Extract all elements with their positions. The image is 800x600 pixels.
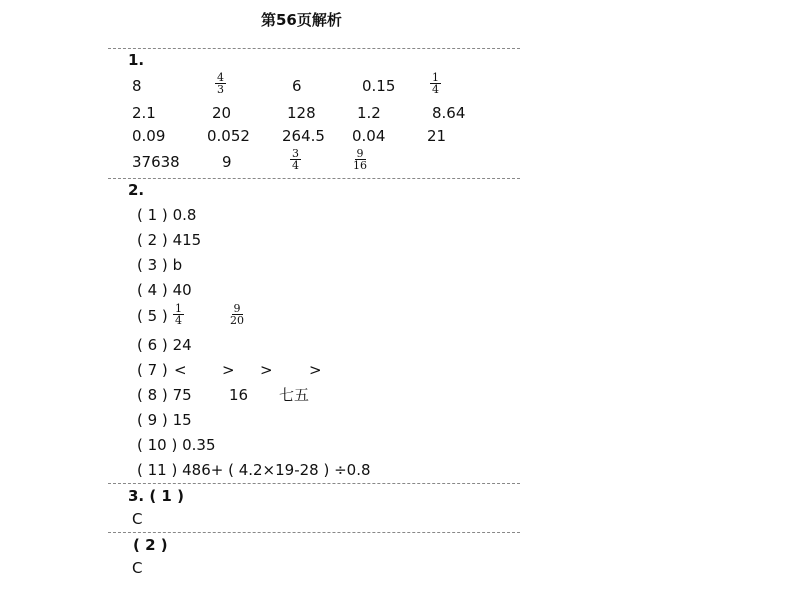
numerator: 1 [175,302,182,315]
page-title: 第56页解析 [261,11,342,29]
item-answer: 16 [229,386,249,404]
answer-cell: 9 [222,153,232,171]
item-answer: 24 [172,336,192,354]
item-answer: 15 [172,411,192,429]
item-index: ( 1 ) [137,206,168,224]
fraction [430,72,441,95]
item-index: ( 7 ) [137,361,168,379]
fraction [290,148,301,171]
item-answer: 0.8 [172,206,197,224]
answer-cell: 1.2 [357,104,381,122]
answer-cell: 128 [287,104,316,122]
answer-cell: 2.1 [132,104,156,122]
divider [108,483,520,484]
fraction [215,72,226,95]
item-index: ( 2 ) [137,231,168,249]
item-index: ( 10 ) [137,436,178,454]
denominator: 4 [175,314,182,327]
item-answer: < [174,361,187,379]
answer-item [137,231,201,249]
answer-cell: 8.64 [432,104,466,122]
item-index: ( 5 ) [137,307,168,325]
item-index: ( 11 ) [137,461,178,479]
item-answer: 75 [172,386,192,404]
answer-cell: 37638 [132,153,180,171]
sub-question-label: ( 2 ) [133,536,168,554]
item-answer: > [222,361,235,379]
item-answer: b [172,256,183,274]
numerator: 9 [233,302,241,315]
numerator: 4 [217,71,224,84]
question-3-label: 3. ( 1 ) [128,487,184,505]
answer-item [137,336,192,354]
question-1-label: 1. [128,51,145,69]
answer-cell: 21 [427,127,447,145]
denominator: 16 [353,159,367,172]
fraction [351,148,369,171]
numerator: 3 [292,147,299,160]
answer-item [137,461,371,479]
answer-item [137,361,168,379]
divider [108,178,520,179]
item-answer: 七五 [279,386,310,404]
answer-cell: 0.15 [362,77,396,95]
answer-cell: 0.052 [207,127,250,145]
answer-item [137,386,192,404]
item-answer: 415 [172,231,202,249]
answer-cell: 264.5 [282,127,325,145]
item-index: ( 6 ) [137,336,168,354]
answer-cell: 8 [132,77,142,95]
answer-cell: 6 [292,77,302,95]
answer-item [137,206,196,224]
item-answer: > [309,361,322,379]
denominator: 4 [292,159,299,172]
divider [108,532,520,533]
answer-cell: 0.09 [132,127,166,145]
fraction [228,303,246,326]
item-index: ( 8 ) [137,386,168,404]
answer-cell: C [132,559,143,577]
answer-cell: 0.04 [352,127,386,145]
item-index: ( 9 ) [137,411,168,429]
divider [108,48,520,49]
answer-item [137,436,216,454]
denominator: 20 [230,314,244,327]
item-answer: 0.35 [182,436,216,454]
item-index: ( 3 ) [137,256,168,274]
numerator: 1 [432,71,439,84]
answer-cell: C [132,510,143,528]
answer-item [137,307,168,325]
fraction [173,303,184,326]
item-answer: > [260,361,273,379]
denominator: 3 [217,83,224,96]
denominator: 4 [432,83,439,96]
answer-cell: 20 [212,104,232,122]
answer-item [137,256,182,274]
answer-item [137,411,192,429]
item-answer: 40 [172,281,192,299]
item-index: ( 4 ) [137,281,168,299]
question-2-label: 2. [128,181,145,199]
answer-item [137,281,192,299]
numerator: 9 [356,147,364,160]
item-answer: 486+ ( 4.2×19-28 ) ÷0.8 [182,461,371,479]
